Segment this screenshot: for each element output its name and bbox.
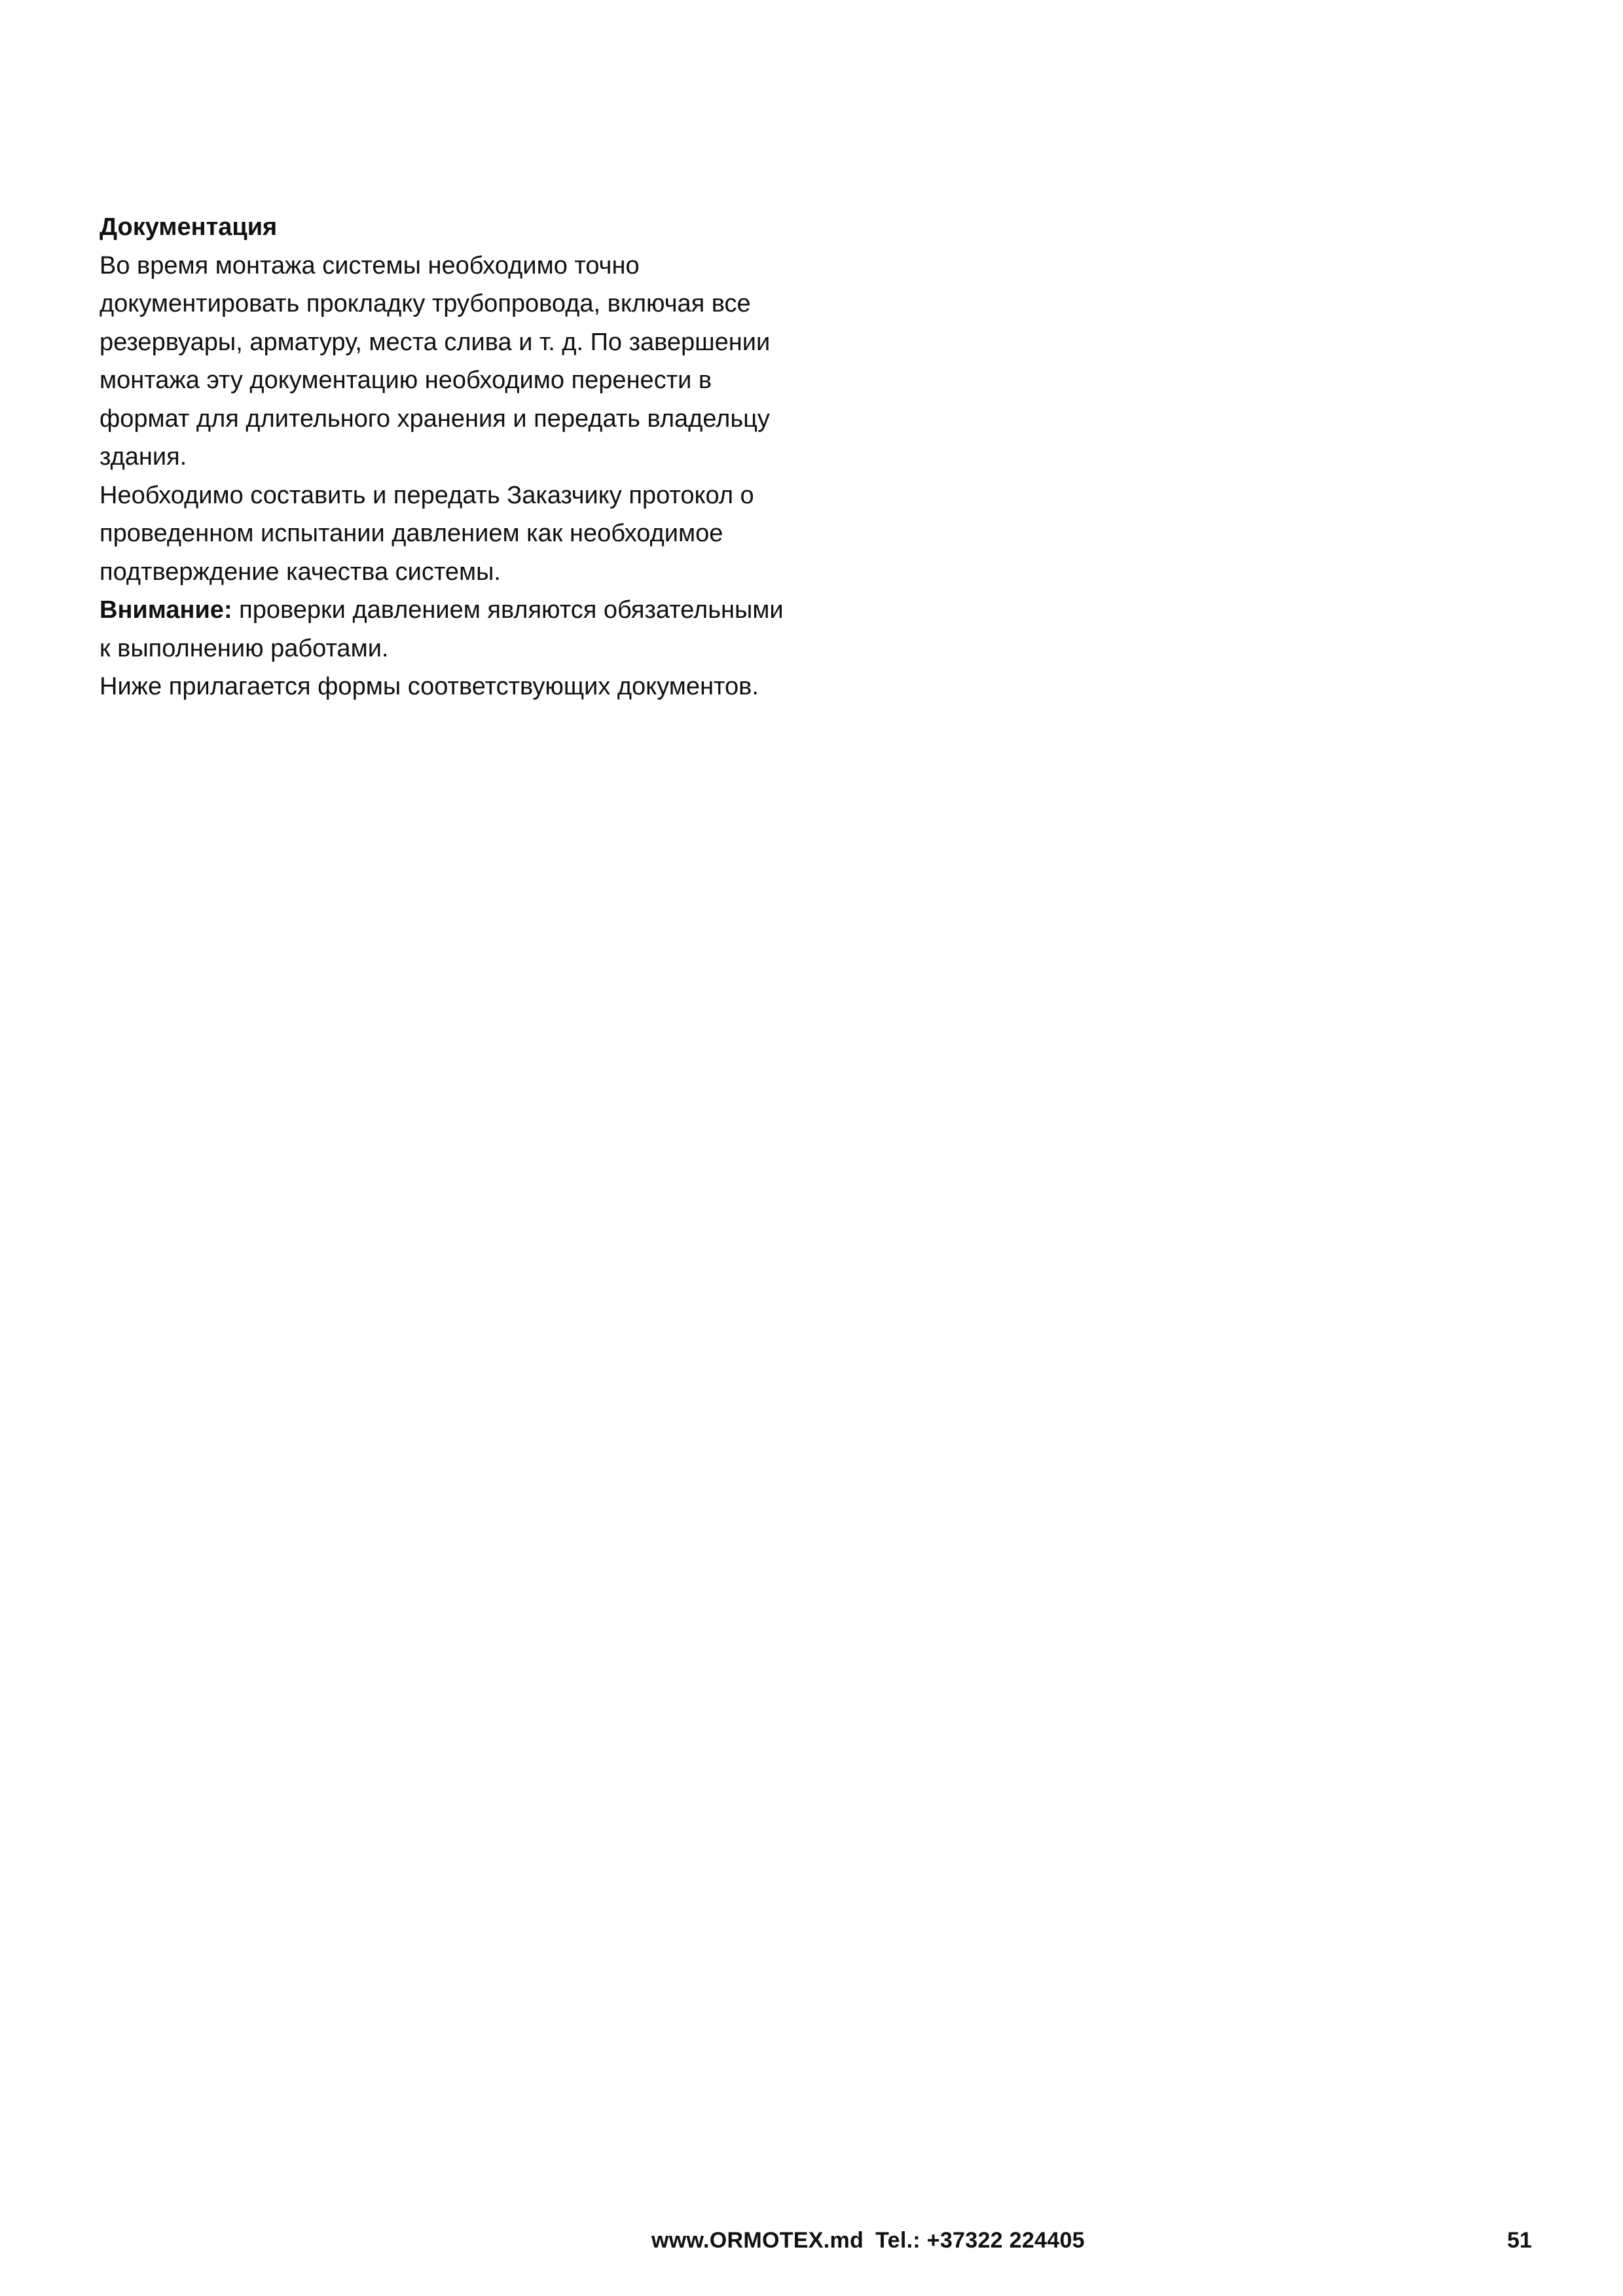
text-line: резервуары, арматуру, места слива и т. д. По завершении xyxy=(100,328,771,356)
warning-label: Внимание: xyxy=(100,596,232,624)
text-line: Необходимо составить и передать Заказчику протокол о xyxy=(100,481,754,509)
documentation-section xyxy=(100,208,833,706)
section-heading: Документация xyxy=(100,213,278,241)
paragraph-closing xyxy=(100,668,833,706)
text-line: Ниже прилагается формы соответствующих документов. xyxy=(100,673,759,700)
paragraph-warning xyxy=(100,591,833,668)
warning-line xyxy=(100,591,833,630)
text-line: подтверждение качества системы. xyxy=(100,558,501,586)
text-line: здания. xyxy=(100,443,187,471)
text-line: документировать прокладку трубопровода, включая все xyxy=(100,290,751,317)
text-line: проведенном испытании давлением как необходимое xyxy=(100,520,723,547)
text-line: к выполнению работами. xyxy=(100,634,389,662)
text-line: формат для длительного хранения и передать владельцу xyxy=(100,404,770,433)
page-number: 51 xyxy=(1507,2228,1532,2253)
footer-contact xyxy=(651,2228,1085,2253)
text-line: Во время монтажа системы необходимо точно xyxy=(100,251,640,279)
footer-phone: Tel.: +37322 224405 xyxy=(875,2228,1085,2253)
paragraph-documentation xyxy=(100,247,833,476)
warning-text: проверки давлением являются обязательными xyxy=(232,596,784,624)
paragraph-protocol xyxy=(100,476,833,592)
footer-website: www.ORMOTEX.md xyxy=(651,2228,864,2253)
text-line: монтажа эту документацию необходимо перенести в xyxy=(100,367,712,394)
